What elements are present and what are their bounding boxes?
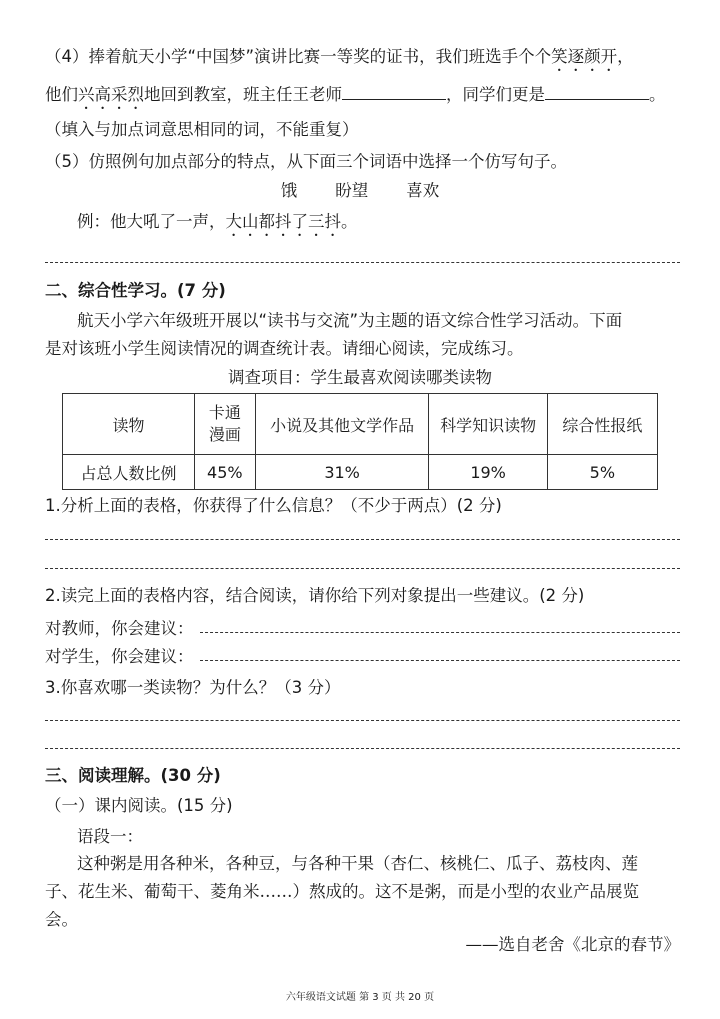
- q4-line-2: [45, 83, 680, 113]
- word-option: 喜欢: [406, 181, 440, 200]
- q5-word-options: [0, 179, 720, 203]
- answer-blank-students[interactable]: [545, 85, 649, 100]
- q2-student-label: 对学生，你会建议：: [45, 647, 194, 666]
- q5-prompt: （5）仿照例句加点部分的特点，从下面三个词语中选择一个仿写句子。: [45, 152, 567, 171]
- q5-example: [77, 210, 680, 240]
- word-option: 盼望: [335, 181, 369, 200]
- q4-line-1: [45, 45, 680, 75]
- section-3-title: 三、阅读理解。(30 分): [45, 766, 221, 785]
- punct: 。: [649, 85, 666, 104]
- survey-table: [62, 393, 658, 490]
- passage-line-3: 会。: [45, 910, 78, 929]
- q4-text: ，同学们更是: [446, 85, 545, 104]
- table-cell: 卡通 漫画: [194, 394, 255, 455]
- table-header-row: [63, 394, 658, 455]
- answer-line-q3-a[interactable]: [45, 720, 680, 721]
- answer-line-q5[interactable]: [45, 262, 680, 263]
- table-title: 调查项目：学生最喜欢阅读哪类读物: [228, 368, 492, 387]
- table-cell: 45%: [194, 455, 255, 490]
- dotted-word: 笑逐颜开: [551, 47, 618, 66]
- table-cell: 读物: [63, 394, 195, 455]
- q4-text: （4）捧着航天小学“中国梦”演讲比赛一等奖的证书，我们班选手个个: [45, 47, 552, 66]
- passage-source: ——选自老舍《北京的春节》: [465, 935, 680, 954]
- section-2-q2: 2.读完上面的表格内容，结合阅读，请你给下列对象提出一些建议。(2 分): [45, 586, 585, 605]
- example-text: 例：他大吼了一声，: [77, 212, 226, 231]
- dotted-word: 兴高采烈: [78, 85, 144, 104]
- q4-note: （填入与加点词意思相同的词，不能重复）: [45, 120, 359, 139]
- section-2-intro-1: 航天小学六年级班开展以“读书与交流”为主题的语文综合性学习活动。下面: [77, 311, 623, 330]
- table-cell: 5%: [547, 455, 657, 490]
- punct: 。: [341, 212, 358, 231]
- q4-text: 他们: [45, 85, 78, 104]
- table-cell: 31%: [255, 455, 429, 490]
- passage-line-2: 子、花生米、葡萄干、菱角米……）熬成的。这不是粥，而是小型的农业产品展览: [45, 882, 639, 901]
- section-2-q1: 1.分析上面的表格，你获得了什么信息？（不少于两点）(2 分): [45, 496, 502, 515]
- answer-line-q3-b[interactable]: [45, 748, 680, 749]
- section-2-title: 二、综合性学习。(7 分): [45, 281, 226, 300]
- table-cell: 科学知识读物: [429, 394, 547, 455]
- dotted-phrase: 大山都抖了三抖: [225, 212, 341, 231]
- word-option: 饿: [280, 181, 298, 200]
- passage-label: 语段一：: [77, 827, 143, 846]
- q2-teacher-label: 对教师，你会建议：: [45, 619, 194, 638]
- table-row: [63, 455, 658, 490]
- passage-line-1: 这种粥是用各种米，各种豆，与各种干果（杏仁、核桃仁、瓜子、荔枝肉、莲: [77, 854, 638, 873]
- section-2-intro-2: 是对该班小学生阅读情况的调查统计表。请细心阅读，完成练习。: [45, 339, 524, 358]
- answer-line-q1-b[interactable]: [45, 568, 680, 569]
- q4-text: 地回到教室，班主任王老师: [144, 85, 342, 104]
- answer-blank-teacher[interactable]: [342, 85, 446, 100]
- page-footer: 六年级语文试题 第 3 页 共 20 页: [285, 992, 435, 1003]
- punct: ，: [617, 47, 634, 66]
- answer-line-q1-a[interactable]: [45, 539, 680, 540]
- table-cell: 综合性报纸: [547, 394, 657, 455]
- table-cell: 小说及其他文学作品: [255, 394, 429, 455]
- table-cell: 占总人数比例: [63, 455, 195, 490]
- section-3-sub-1: （一）课内阅读。(15 分): [45, 796, 233, 815]
- answer-line-student[interactable]: [200, 660, 680, 661]
- table-cell: 19%: [429, 455, 547, 490]
- section-2-q3: 3.你喜欢哪一类读物？为什么？（3 分）: [45, 678, 341, 697]
- answer-line-teacher[interactable]: [200, 632, 680, 633]
